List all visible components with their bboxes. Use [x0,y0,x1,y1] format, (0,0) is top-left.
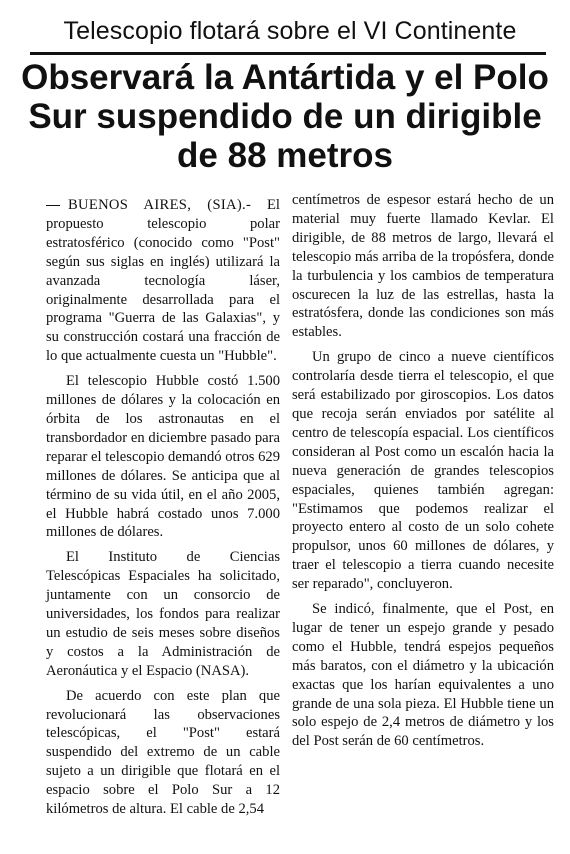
dateline-dash [46,205,60,206]
kicker-title: Telescopio flotará sobre el VI Continente [63,17,517,45]
headline: Observará la Antártida y el Polo Sur suspendido de un dirigible de 88 metros [21,58,549,175]
article-paragraph-4-continued: centímetros de espesor estará hecho de un material muy fuerte llamado Kevlar. El dirigible, de 88 metros de largo, llevará el telescopio más arriba de la tropósfera, donde la turbulencia y los cambios de temperatura oscurecen la luz de las estrellas, hasta la estratósfera, donde las condiciones son más estables. [292,192,554,341]
article-paragraph-5: Un grupo de cinco a nueve científicos controlaría desde tierra el telescopio, el que será estabilizado por giroscopios. Los datos que recoja serán enviados por satélite al centro de telescopía espacial. Los científicos consideran al Post como un escalón hacia la nueva generación de grandes telescopios espaciales, quienes también agregan: "Estimamos que podemos realizar el proyecto entero al costo de un solo cohete propulsor, unos 60 millones de dólares, y traer el telescopio a tierra cuando necesite ser reparado", concluyeron. [292,349,554,593]
article-paragraph-3: El Instituto de Ciencias Telescópicas Espaciales ha solicitado, juntamente con un consorcio de universidades, los fondos para realizar un estudio de seis meses sobre diseños y costos a la Administración de Aeronáutica y el Espacio (NASA). [46,549,280,679]
paragraph-1-text: El propuesto telescopio polar estratosférico (conocido como "Post" según sus siglas en inglés) utilizará la avanzada tecnología láser, originalmente desarrollada para el programa "Guerra de las Galaxias", y su construcción costará una fracción de lo que actualmente cuesta un "Hubble". [46,197,280,365]
article-paragraph-2: El telescopio Hubble costó 1.500 millones de dólares y la colocación en órbita de los astronautas en el transbordador en diciembre pasado para reparar el telescopio demandó otros 629 millones de dólares. Se anticipa que al término de su vida útil, en el año 2005, el Hubble habrá costado unos 7.000 millones de dólares. [46,373,280,541]
article-paragraph-6: Se indicó, finalmente, que el Post, en lugar de tener un espejo grande y pesado como el Hubble, tendrá espejos pequeños más baratos, con el diámetro y la ubicación exactas que los harían equivalentes a uno grande de una sola pieza. El Hubble tiene un solo espejo de 2,4 metros de diámetro y los del Post serán de 60 centímetros. [292,601,554,750]
article-column-right [292,191,554,751]
article-paragraph-4: De acuerdo con este plan que revolucionará las observaciones telescópicas, el "Post" estará suspendido del extremo de un cable sujeto a un dirigible que flotará en el espacio sobre el Polo Sur a 12 kilómetros de altura. El cable de 2,54 [46,687,280,818]
article-paragraph-1 [46,196,280,366]
kicker-underline [30,52,546,55]
dateline: BUENOS AIRES, (SIA).- [68,197,252,213]
article-column-left [46,196,280,819]
